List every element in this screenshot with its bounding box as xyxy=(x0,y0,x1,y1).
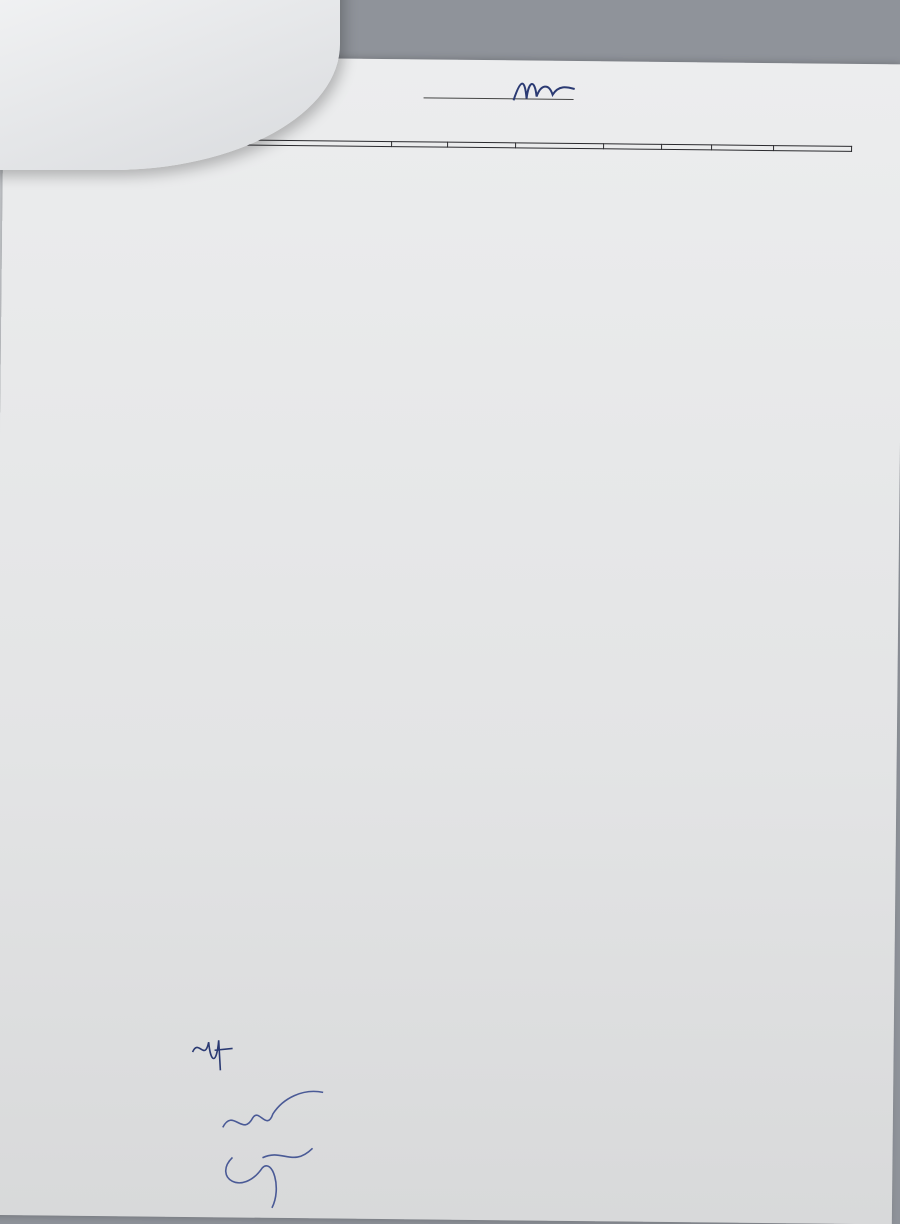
col-fat xyxy=(662,144,712,150)
col-energy xyxy=(774,146,852,152)
menu-table-diet xyxy=(5,950,895,959)
director-signature xyxy=(508,74,578,107)
col-yield xyxy=(448,142,516,148)
col-protein xyxy=(604,144,662,150)
signatures xyxy=(202,1087,333,1218)
menu-table-free-choice xyxy=(60,471,900,480)
col-price xyxy=(392,142,448,148)
menu-sheet xyxy=(0,55,900,1224)
col-recipe xyxy=(516,143,604,149)
manager-signature xyxy=(188,1032,258,1073)
col-carbs xyxy=(712,145,774,151)
